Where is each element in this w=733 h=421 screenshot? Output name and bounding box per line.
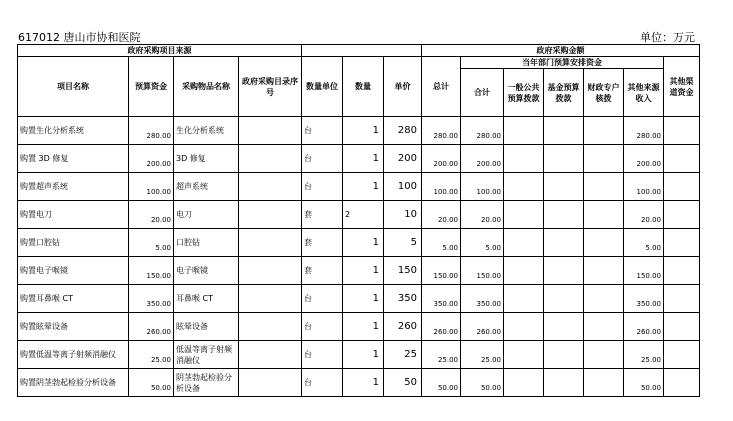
- cell-total: 280.00: [422, 117, 461, 145]
- table-row: [18, 313, 700, 341]
- cell-budget: 25.00: [129, 341, 174, 369]
- cell-empty: [664, 369, 700, 397]
- cell-price: 280: [384, 117, 422, 145]
- cell-qty: 2: [343, 201, 384, 229]
- cell-item: 3D 修复: [174, 145, 239, 173]
- cell-empty: [664, 145, 700, 173]
- cell-budget: 280.00: [129, 117, 174, 145]
- header-amount-group: 政府采购金额: [422, 45, 700, 57]
- cell-budget: 150.00: [129, 257, 174, 285]
- cell-empty: [584, 229, 624, 257]
- header-catalog: 政府采购目录序号: [239, 57, 302, 117]
- cell-qty: 1: [343, 313, 384, 341]
- cell-budget: 200.00: [129, 145, 174, 173]
- cell-total: 50.00: [422, 369, 461, 397]
- cell-project: 购置低温等离子射频消融仪: [18, 341, 129, 369]
- cell-budget: 260.00: [129, 313, 174, 341]
- procurement-table: [17, 44, 700, 397]
- table-row: [18, 145, 700, 173]
- cell-empty: [504, 341, 544, 369]
- cell-price: 150: [384, 257, 422, 285]
- cell-empty: [239, 201, 302, 229]
- cell-empty: [544, 313, 584, 341]
- cell-project: 购置阴茎勃起检验分析设备: [18, 369, 129, 397]
- cell-empty: [584, 313, 624, 341]
- header-subtotal: 合计: [461, 69, 504, 117]
- cell-empty: [239, 285, 302, 313]
- cell-budget: 5.00: [129, 229, 174, 257]
- table-row: [18, 173, 700, 201]
- cell-other_income: 20.00: [624, 201, 664, 229]
- cell-unit: 台: [302, 285, 343, 313]
- cell-project: 购置口腔钻: [18, 229, 129, 257]
- header-dept-budget-group: 当年部门预算安排资金: [461, 57, 664, 69]
- cell-item: 超声系统: [174, 173, 239, 201]
- cell-empty: [664, 173, 700, 201]
- cell-subtotal: 260.00: [461, 313, 504, 341]
- cell-item: 口腔钻: [174, 229, 239, 257]
- cell-unit: 台: [302, 117, 343, 145]
- table-row: [18, 201, 700, 229]
- table-row: [18, 341, 700, 369]
- cell-unit: 台: [302, 145, 343, 173]
- cell-empty: [239, 229, 302, 257]
- unit-title: 617012 唐山市协和医院: [18, 31, 141, 44]
- cell-other_income: 280.00: [624, 117, 664, 145]
- header-price: 单价: [384, 57, 422, 117]
- header-fund: 基金预算拨款: [544, 69, 584, 117]
- cell-subtotal: 150.00: [461, 257, 504, 285]
- cell-subtotal: 5.00: [461, 229, 504, 257]
- cell-empty: [239, 369, 302, 397]
- cell-other_income: 5.00: [624, 229, 664, 257]
- cell-empty: [504, 145, 544, 173]
- cell-empty: [239, 117, 302, 145]
- cell-qty: 1: [343, 229, 384, 257]
- cell-total: 200.00: [422, 145, 461, 173]
- cell-total: 100.00: [422, 173, 461, 201]
- cell-total: 350.00: [422, 285, 461, 313]
- cell-other_income: 100.00: [624, 173, 664, 201]
- cell-subtotal: 100.00: [461, 173, 504, 201]
- cell-project: 购置超声系统: [18, 173, 129, 201]
- header-total: 总计: [422, 57, 461, 117]
- cell-empty: [584, 145, 624, 173]
- cell-other_income: 150.00: [624, 257, 664, 285]
- cell-subtotal: 350.00: [461, 285, 504, 313]
- cell-subtotal: 280.00: [461, 117, 504, 145]
- cell-empty: [504, 313, 544, 341]
- cell-empty: [239, 257, 302, 285]
- cell-price: 260: [384, 313, 422, 341]
- cell-empty: [544, 145, 584, 173]
- header-source-group: 政府采购项目来源: [18, 45, 302, 57]
- cell-empty: [544, 201, 584, 229]
- cell-item: 眩晕设备: [174, 313, 239, 341]
- cell-total: 260.00: [422, 313, 461, 341]
- cell-item: 生化分析系统: [174, 117, 239, 145]
- cell-total: 5.00: [422, 229, 461, 257]
- cell-budget: 350.00: [129, 285, 174, 313]
- table-row: [18, 285, 700, 313]
- cell-unit: 台: [302, 341, 343, 369]
- header-budget: 预算资金: [129, 57, 174, 117]
- cell-qty: 1: [343, 285, 384, 313]
- header-special: 财政专户核拨: [584, 69, 624, 117]
- cell-unit: 套: [302, 229, 343, 257]
- cell-subtotal: 200.00: [461, 145, 504, 173]
- cell-unit: 台: [302, 313, 343, 341]
- header-other-funds: 其他渠道资金: [664, 57, 700, 117]
- cell-qty: 1: [343, 117, 384, 145]
- header-project: 项目名称: [18, 57, 129, 117]
- cell-subtotal: 20.00: [461, 201, 504, 229]
- cell-empty: [504, 201, 544, 229]
- cell-empty: [504, 257, 544, 285]
- cell-empty: [544, 117, 584, 145]
- cell-empty: [239, 341, 302, 369]
- cell-price: 100: [384, 173, 422, 201]
- cell-empty: [664, 313, 700, 341]
- cell-unit: 台: [302, 369, 343, 397]
- table-row: [18, 369, 700, 397]
- cell-empty: [584, 201, 624, 229]
- cell-empty: [544, 229, 584, 257]
- cell-total: 150.00: [422, 257, 461, 285]
- cell-empty: [584, 173, 624, 201]
- cell-empty: [504, 117, 544, 145]
- cell-empty: [504, 369, 544, 397]
- cell-unit: 套: [302, 201, 343, 229]
- cell-unit: 套: [302, 257, 343, 285]
- table-row: [18, 229, 700, 257]
- cell-empty: [664, 117, 700, 145]
- header-general: 一般公共预算拨款: [504, 69, 544, 117]
- cell-qty: 1: [343, 173, 384, 201]
- cell-empty: [544, 341, 584, 369]
- cell-project: 购置眩晕设备: [18, 313, 129, 341]
- header-blank: [302, 45, 422, 57]
- cell-price: 25: [384, 341, 422, 369]
- cell-qty: 1: [343, 257, 384, 285]
- cell-empty: [544, 369, 584, 397]
- cell-project: 购置耳鼻喉 CT: [18, 285, 129, 313]
- header-unit: 数量单位: [302, 57, 343, 117]
- cell-other_income: 260.00: [624, 313, 664, 341]
- cell-empty: [584, 341, 624, 369]
- cell-price: 50: [384, 369, 422, 397]
- cell-budget: 20.00: [129, 201, 174, 229]
- cell-unit: 台: [302, 173, 343, 201]
- cell-project: 购置电刀: [18, 201, 129, 229]
- cell-empty: [504, 173, 544, 201]
- header-other-income: 其他来源收入: [624, 69, 664, 117]
- cell-empty: [239, 145, 302, 173]
- cell-empty: [664, 201, 700, 229]
- cell-empty: [239, 173, 302, 201]
- cell-qty: 1: [343, 341, 384, 369]
- cell-empty: [584, 369, 624, 397]
- table-head: [18, 45, 700, 117]
- cell-empty: [544, 173, 584, 201]
- cell-price: 200: [384, 145, 422, 173]
- cell-project: 购置电子喉镜: [18, 257, 129, 285]
- cell-empty: [664, 257, 700, 285]
- header-qty: 数量: [343, 57, 384, 117]
- cell-total: 25.00: [422, 341, 461, 369]
- cell-empty: [584, 257, 624, 285]
- unit-note: 单位：万元: [640, 31, 695, 44]
- cell-price: 5: [384, 229, 422, 257]
- cell-project: 购置 3D 修复: [18, 145, 129, 173]
- cell-qty: 1: [343, 145, 384, 173]
- cell-total: 20.00: [422, 201, 461, 229]
- cell-item: 阴茎勃起检验分析设备: [174, 369, 239, 397]
- cell-empty: [504, 229, 544, 257]
- cell-budget: 50.00: [129, 369, 174, 397]
- cell-empty: [504, 285, 544, 313]
- cell-budget: 100.00: [129, 173, 174, 201]
- cell-other_income: 350.00: [624, 285, 664, 313]
- cell-item: 耳鼻喉 CT: [174, 285, 239, 313]
- cell-subtotal: 25.00: [461, 341, 504, 369]
- table-body: [18, 117, 700, 397]
- cell-other_income: 50.00: [624, 369, 664, 397]
- cell-project: 购置生化分析系统: [18, 117, 129, 145]
- cell-empty: [664, 229, 700, 257]
- cell-item: 电刀: [174, 201, 239, 229]
- table-row: [18, 117, 700, 145]
- cell-empty: [544, 257, 584, 285]
- cell-empty: [544, 285, 584, 313]
- header-item: 采购物品名称: [174, 57, 239, 117]
- cell-other_income: 25.00: [624, 341, 664, 369]
- cell-empty: [584, 285, 624, 313]
- cell-empty: [664, 285, 700, 313]
- cell-empty: [239, 313, 302, 341]
- cell-item: 低温等离子射频消融仪: [174, 341, 239, 369]
- cell-empty: [664, 341, 700, 369]
- cell-subtotal: 50.00: [461, 369, 504, 397]
- cell-other_income: 200.00: [624, 145, 664, 173]
- cell-price: 350: [384, 285, 422, 313]
- cell-price: 10: [384, 201, 422, 229]
- table-row: [18, 257, 700, 285]
- cell-empty: [584, 117, 624, 145]
- cell-item: 电子喉镜: [174, 257, 239, 285]
- cell-qty: 1: [343, 369, 384, 397]
